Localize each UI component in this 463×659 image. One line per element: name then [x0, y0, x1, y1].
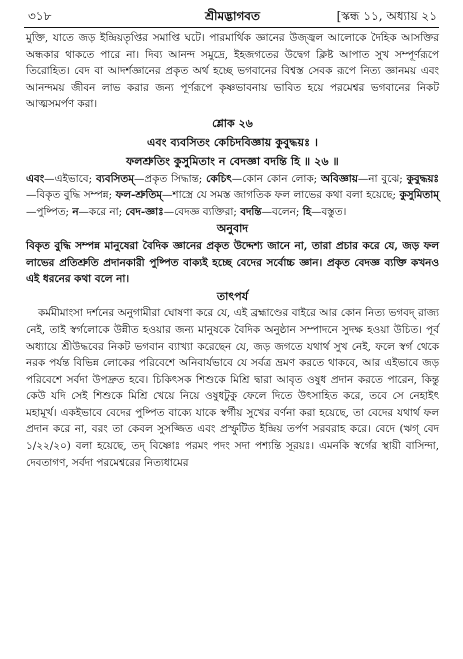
- synonyms: এবং—এইভাবে; ব্যবসিতম্—প্রকৃত সিদ্ধান্ত; কেচিৎ—কোন কোন লোক; অবিজ্ঞায়—না বুঝে; কুবুদ্ধয়ঃ—বিকৃত বুদ্ধি সম্পন্ন; ফল-শ্রুতিম্—শাস্ত্রে যে সমস্ত জাগতিক ফল লাভের কথা বলা হয়েছে; কুসুমিতাম্—পুষ্পিত; ন—করে না; বেদ-জ্ঞাঃ—বেদজ্ঞ ব্যক্তিরা; বদন্তি—বলেন; হি—বস্তুত।: [26, 172, 439, 218]
- synonym-term: কেচিৎ: [206, 172, 232, 185]
- synonym-meaning: বলেন;: [271, 205, 303, 218]
- intro-paragraph: মুক্তি, যাতে জড় ইন্দ্রিয়তৃপ্তির সমাপ্তি ঘটে। পারমার্থিক জ্ঞানের উজ্জ্বল আলোকে দৈহিক আসক্তির অন্ধকার থাকতে পারে না। দিব্য আনন্দ সমুদ্রে, ইহজগতের উদ্বেগ ক্লিষ্ট আপাত সুখ সম্পূর্ণরূপে তিরোহিত। বেদ বা আদর্শজ্ঞানের প্রকৃত অর্থ হচ্ছে ভগবানের বিশ্বস্ত সেবক রূপে নিত্য জ্ঞানময় এবং আনন্দময় জীবন লাভ করার জন্য পূর্ণরূপে কৃষ্ণভাবনায় ভাবিত হয়ে পরমেশ্বর ভগবানের নিকট আত্মসমর্পণ করা।: [26, 32, 439, 111]
- page-header: [28, 8, 437, 24]
- translation-text: বিকৃত বুদ্ধি সম্পন্ন মানুষেরা বৈদিক জ্ঞানের প্রকৃত উদ্দেশ্য জানে না, তারা প্রচার করে যে, জড় ফল লাভের প্রতিশ্রুতি প্রদানকারী পুষ্পিত বাক্যই হচ্ছে বেদের সর্বোচ্চ জ্ঞান। প্রকৃত বেদজ্ঞ ব্যক্তি কখনও এই ধরনের কথা বলে না।: [26, 239, 439, 286]
- synonym-term: ব্যবসিতম্: [96, 172, 134, 185]
- synonym-meaning: করে না;: [88, 205, 126, 218]
- purport-heading: তাৎপর্য: [216, 289, 249, 303]
- page-body: [26, 30, 439, 471]
- verse-line-1: এবং ব্যবসিতং কেচিদবিজ্ঞায় কুবুদ্ধয়ঃ ।: [147, 134, 318, 149]
- synonym-meaning: বস্তুত।: [321, 205, 347, 218]
- book-title: শ্রীমদ্ভাগবত: [204, 9, 260, 23]
- synonym-term: কুসুমিতাম্: [399, 189, 439, 202]
- synonym-term: এবং: [26, 172, 45, 185]
- header-rule: [24, 27, 439, 28]
- synonym-term: ফল-শ্রুতিম্: [115, 189, 163, 202]
- chapter-reference: [স্কন্ধ ১১, অধ্যায় ২১: [336, 9, 437, 23]
- synonym-term: কুবুদ্ধয়ঃ: [406, 172, 439, 185]
- purport-text: কর্মমীমাংসা দর্শনের অনুগামীরা ঘোষণা করে যে, এই ব্রহ্মাণ্ডের বাইরে আর কোন নিত্য ভগবদ্ রাজ্য নেই, তাই স্বর্গলোকে উন্নীত হওয়ার জন্য মানুষকে বৈদিক অনুষ্ঠান সম্পাদনে সুদক্ষ হওয়া উচিত। পূর্ব অধ্যায়ে শ্রীউদ্ধবের নিকট ভগবান ব্যাখ্যা করেছেন যে, জড় জগতে যথার্থ সুখ নেই, ফলে স্বর্গ থেকে নরক পর্যন্ত বিভিন্ন লোকের পরিবেশে অনিবার্যভাবে যে সর্বত্র ভ্রমণ করতে থাকবে, আর এইভাবে জড় পরিবেশে সর্বদা উপদ্রুত হবে। চিকিৎসক শিশুকে মিশ্রি দ্বারা আবৃত ওষুধ প্রদান করতে পারেন, কিন্তু কেউ যদি সেই শিশুকে মিশ্রি খেয়ে নিয়ে ওষুধটুকু ফেলে দিতে উৎসাহিত করে, তবে সে নেহাইৎ মহামূর্খ। একইভাবে বেদের পুষ্পিত বাক্যে যাকে স্বর্গীয় সুখের বর্ণনা করা হয়েছে, তা বেদের যথার্থ ফল প্রদান করে না, বরং তা কেবল সুসজ্জিত এবং প্রস্ফুটিত ইন্দ্রিয় তর্পণ সরবরাহ করে। বেদে (ঋগ্ বেদ ১/২২/২০) বলা হয়েছে, তদ্ বিষ্ণোঃ পরমং পদং সদা পশ্যন্তি সূরয়ঃ। এমনকি স্বর্গের স্থায়ী বাসিন্দা, দেবতাগণ, সর্বদা পরমেশ্বরের নিত্যধামের: [26, 307, 439, 469]
- verse-heading: শ্লোক ২৬: [212, 116, 253, 130]
- translation-heading: অনুবাদ: [216, 222, 249, 236]
- synonym-term: বেদ-জ্ঞাঃ: [125, 205, 164, 218]
- synonym-meaning: না বুঝে;: [368, 172, 407, 185]
- synonym-term: বদন্তি: [240, 205, 262, 218]
- synonym-term: হি: [302, 205, 312, 218]
- synonym-term: অবিজ্ঞায়: [321, 172, 358, 185]
- synonym-meaning: প্রকৃত সিদ্ধান্ত;: [144, 172, 207, 185]
- verse-line-2: ফলশ্রুতিং কুসুমিতাং ন বেদজ্ঞা বদন্তি হি ॥ ২৬ ॥: [126, 153, 339, 168]
- synonym-meaning: এইভাবে;: [54, 172, 96, 185]
- synonym-meaning: বেদজ্ঞ ব্যক্তিরা;: [174, 205, 241, 218]
- synonym-term: ন: [72, 205, 79, 218]
- page-number: ৩১৮: [28, 9, 52, 23]
- synonym-meaning: কোন কোন লোক;: [242, 172, 322, 185]
- synonym-meaning: শাস্ত্রে যে সমস্ত জাগতিক ফল লাভের কথা বলা হয়েছে;: [172, 189, 400, 202]
- synonym-meaning: পুষ্পিত;: [36, 205, 73, 218]
- synonym-meaning: বিকৃত বুদ্ধি সম্পন্ন;: [36, 189, 116, 202]
